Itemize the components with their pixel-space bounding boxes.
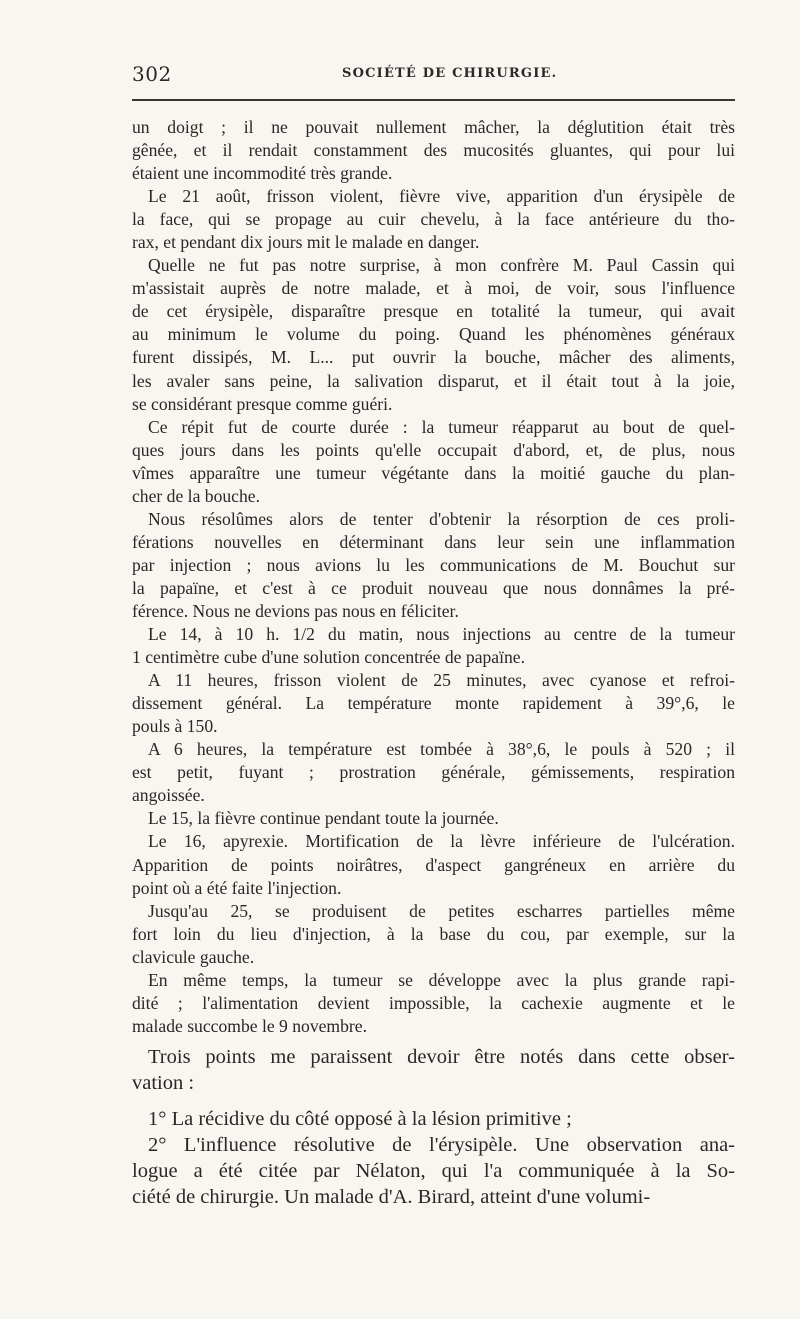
text-line: par injection ; nous avions lu les communications de M. Bouchut sur [132, 554, 735, 575]
text-line: Jusqu'au 25, se produisent de petites escharres partielles même [148, 900, 735, 921]
text-line: logue a été citée par Nélaton, qui l'a communiquée à la So- [132, 1160, 735, 1182]
paragraph [132, 623, 735, 669]
paragraph [132, 830, 735, 899]
paragraph [132, 969, 735, 1038]
paragraph [132, 116, 735, 185]
text-line: Le 14, à 10 h. 1/2 du matin, nous injections au centre de la tumeur [148, 624, 735, 645]
text-line: Apparition de points noirâtres, d'aspect gangréneux en arrière du [132, 854, 735, 875]
paragraph [132, 669, 735, 738]
text-line: Ce répit fut de courte durée : la tumeur réapparut au bout de quel- [148, 416, 735, 437]
text-line: clavicule gauche. [132, 946, 255, 967]
text-line: vation : [132, 1072, 195, 1094]
text-line: vîmes apparaître une tumeur végétante dans la moitié gauche du plan- [132, 462, 735, 483]
paragraph [132, 416, 735, 508]
text-line: se considérant presque comme guéri. [132, 393, 393, 414]
paragraph [132, 508, 735, 623]
text-line: A 6 heures, la température est tombée à 38°,6, le pouls à 520 ; il [148, 739, 735, 760]
paragraph [132, 1106, 735, 1132]
text-line: au minimum le volume du poing. Quand les phénomènes généraux [132, 324, 735, 345]
text-line: Nous résolûmes alors de tenter d'obtenir la résorption de ces proli- [148, 508, 735, 529]
page-header [132, 62, 735, 90]
text-line: Quelle ne fut pas notre surprise, à mon confrère M. Paul Cassin qui [148, 255, 735, 276]
commentary-text [132, 1044, 735, 1210]
observation-text [132, 116, 735, 1038]
paragraph [132, 807, 735, 830]
paragraph-gap [132, 1096, 735, 1106]
text-line: 1 centimètre cube d'une solution concentrée de papaïne. [132, 647, 525, 668]
text-line: Trois points me paraissent devoir être notés dans cette obser- [148, 1046, 735, 1068]
text-line: malade succombe le 9 novembre. [132, 1015, 367, 1036]
text-line: de cet érysipèle, disparaître presque en totalité la tumeur, qui avait [132, 301, 735, 322]
text-line: Le 16, apyrexie. Mortification de la lèvre inférieure de l'ulcération. [148, 831, 735, 852]
text-line: fort loin du lieu d'injection, à la base du cou, par exemple, sur la [132, 923, 735, 944]
text-line: Le 21 août, frisson violent, fièvre vive, apparition d'un érysipèle de [148, 186, 735, 207]
text-line: m'assistait auprès de notre malade, et à moi, de voir, sous l'influence [132, 278, 735, 299]
text-line: pouls à 150. [132, 716, 218, 737]
text-line: point où a été faite l'injection. [132, 877, 342, 898]
text-line: cher de la bouche. [132, 485, 260, 506]
page-number: 302 [132, 62, 172, 86]
text-line: Le 15, la fièvre continue pendant toute la journée. [148, 808, 499, 829]
text-line: les avaler sans peine, la salivation disparut, et il était tout à la joie, [132, 370, 735, 391]
paragraph [132, 1044, 735, 1096]
text-line: furent dissipés, M. L... put ouvrir la bouche, mâcher des aliments, [132, 347, 735, 368]
text-line: ciété de chirurgie. Un malade d'A. Birard, atteint d'une volumi- [132, 1186, 651, 1208]
text-line: En même temps, la tumeur se développe avec la plus grande rapi- [148, 969, 735, 990]
text-line: la papaïne, et c'est à ce produit nouveau que nous donnâmes la pré- [132, 577, 735, 598]
paragraph [132, 185, 735, 254]
text-line: ques jours dans les points qu'elle occupait d'abord, et, de plus, nous [132, 439, 735, 460]
paragraph [132, 1132, 735, 1210]
text-line: rax, et pendant dix jours mit le malade en danger. [132, 232, 480, 253]
text-line: étaient une incommodité très grande. [132, 163, 393, 184]
text-line: 2° L'influence résolutive de l'érysipèle. Une observation ana- [148, 1134, 735, 1156]
text-line: 1° La récidive du côté opposé à la lésion primitive ; [148, 1108, 572, 1130]
text-line: dissement général. La température monte rapidement à 39°,6, le [132, 693, 735, 714]
running-head: SOCIÉTÉ DE CHIRURGIE. [342, 66, 558, 81]
text-line: férations nouvelles en déterminant dans leur sein une inflammation [132, 531, 735, 552]
text-line: A 11 heures, frisson violent de 25 minutes, avec cyanose et refroi- [148, 670, 735, 691]
text-line: angoissée. [132, 785, 205, 806]
text-line: dité ; l'alimentation devient impossible, la cachexie augmente et le [132, 992, 735, 1013]
header-rule [132, 99, 735, 101]
paragraph [132, 900, 735, 969]
paragraph [132, 254, 735, 415]
text-line: la face, qui se propage au cuir chevelu, à la face antérieure du tho- [132, 209, 735, 230]
paragraph [132, 738, 735, 807]
text-line: est petit, fuyant ; prostration générale, gémissements, respiration [132, 762, 735, 783]
text-line: férence. Nous ne devions pas nous en féliciter. [132, 600, 459, 621]
text-line: un doigt ; il ne pouvait nullement mâcher, la déglutition était très [132, 117, 735, 137]
text-line: gênée, et il rendait constamment des mucosités gluantes, qui pour lui [132, 140, 735, 161]
